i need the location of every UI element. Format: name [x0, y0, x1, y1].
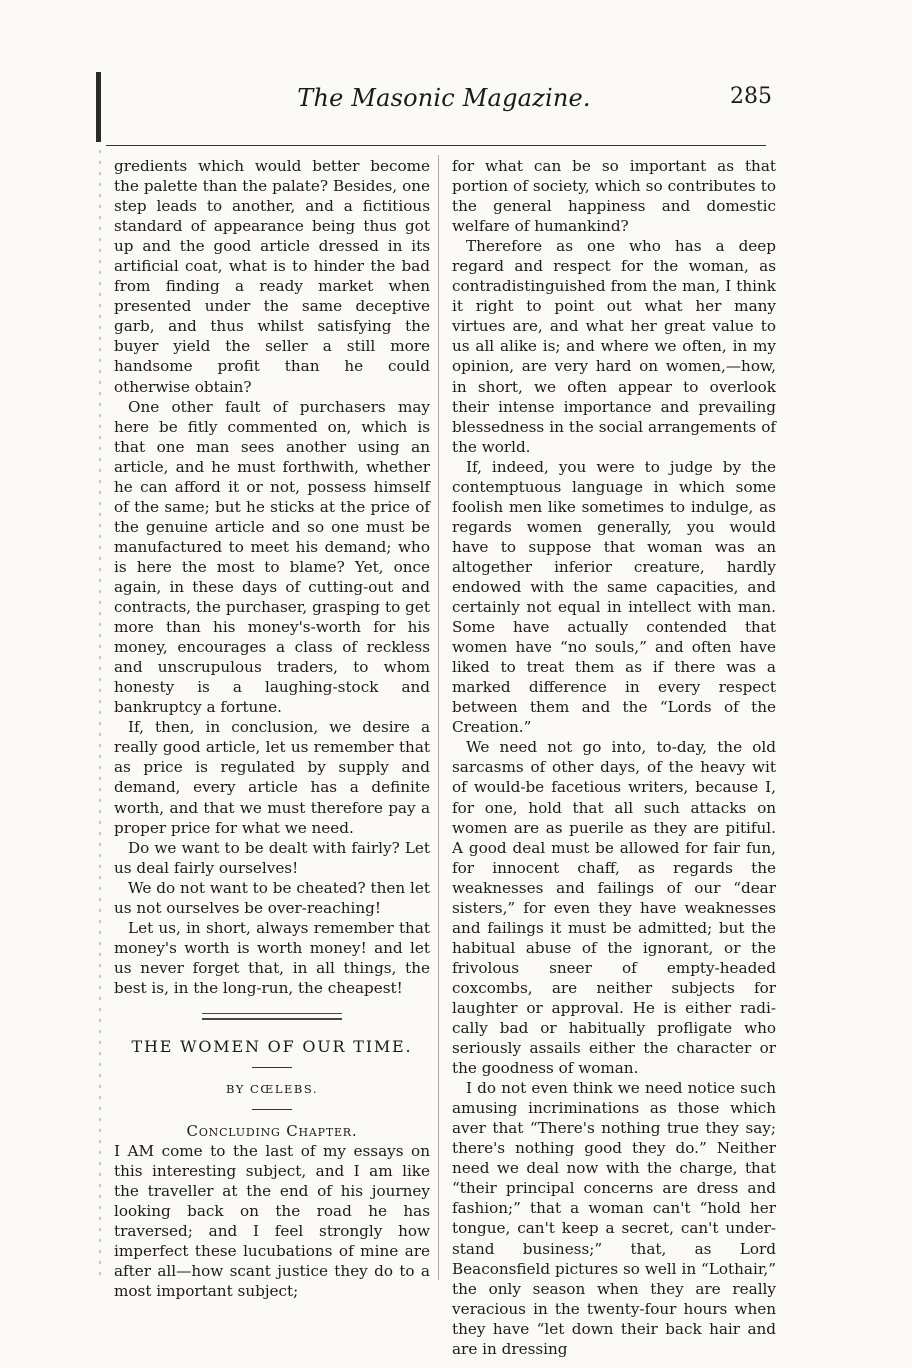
- section-ornament: [202, 1013, 342, 1020]
- paragraph: for what can be so important as that portion of society, which so contributes to the general happiness and domestic welfare of humankind?: [452, 157, 776, 236]
- paragraph: We need not go into, to-day, the old sarcasms of other days, of the heavy wit of would-be facetious writers, because I, for one, hold that all such attacks on women are as puerile as they are pitiful. A good deal must be allowed for fair fun, for innocent chaff, as regards the weaknesses and failings of our “dear sisters,” for even they have weaknesses and failings it must be admitted; but the habitual abuse of the ignorant, or the frivolous sneer of empty-headed coxcombs, are neither subjects for laughter or approval. He is either radically bad or habitually profligate who seriously assails either the character or the goodness of woman.: [452, 738, 776, 1078]
- paragraph: One other fault of purchasers may here be fitly commented on, which is that one man sees another using an article, and he must forthwith, whether he can afford it or not, possess himself of the same; but he sticks at the price of the genuine article and so one must be manufactured to meet his demand; who is here the most to blame? Yet, once again, in these days of cutting-out and contracts, the purchaser, grasping to get more than his money's-worth for his money, encourages a class of reckless and unscrupulous traders, to whom honesty is a laughing-stock and bankruptcy a fortune.: [114, 397, 430, 717]
- paragraph: Do we want to be dealt with fairly? Let us deal fairly ourselves!: [114, 838, 430, 877]
- paragraph: If, indeed, you were to judge by the contemptuous language in which some foolish men like sometimes to indulge, as regards women generally, you would have to suppose that woman was an altogether inferior creature, hardly endowed with the same capacities, and certainly not equal in intellect with man. Some have actually contended that women have “no souls,” and often have liked to treat them as if there was a marked difference in every respect between them and the “Lords of the Creation.”: [452, 457, 776, 737]
- paragraph: Let us, in short, always remember that money's worth is worth money! and let us never forget that, in all things, the best is, in the long-run, the cheapest!: [114, 918, 430, 997]
- title-rule: [252, 1067, 292, 1068]
- magazine-title: The Masonic Magazine.: [297, 84, 591, 112]
- column-divider: [438, 155, 439, 1280]
- article-title: THE WOMEN OF OUR TIME.: [131, 1036, 413, 1056]
- left-column: [114, 156, 430, 1301]
- byline-rule: [252, 1109, 292, 1110]
- paragraph: I AM come to the last of my essays on this interesting subject, and I am like the traveller at the end of his journey looking back on the road he has traversed; and I feel strongly how imperfect these lucubations of mine are after all—how scant justice they do to a most important subject;: [114, 1142, 430, 1301]
- paragraph: gredients which would better become the palette than the palate? Besides, one step leads to another, and a fictitious standard of appearance being thus got up and the good article dressed in its artificial coat, what is to hinder the bad from finding a ready market when presented under the same deceptive garb, and thus whilst satisfying the buyer yield the seller a still more handsome profit than he could otherwise obtain?: [114, 157, 430, 396]
- paragraph: I do not even think we need notice such amusing incriminations as those which aver that “There's nothing true they say; there's nothing good they do.” Neither need we deal now with the charge, that “their principal concerns are dress and fashion;” that a woman can't “hold her tongue, can't keep a secret, can't understand business;” that, as Lord Beaconsfield pictures so well in “Lothair,” the only season when they are really veracious in the twenty-four hours when they have “let down their back hair and are in dressing: [452, 1079, 776, 1358]
- byline: BY CŒLEBS.: [226, 1082, 318, 1097]
- paragraph: Therefore as one who has a deep regard and respect for the woman, as contradistinguished from the man, I think it right to point out what her many virtues are, and what her great value to us all alike is; and where we often, in my opinion, are very hard on women,—how, in short, we often appear to overlook their intense importance and prevailing blessedness in the social arrangements of the world.: [452, 237, 776, 456]
- running-header: [106, 84, 782, 118]
- right-column: [452, 156, 776, 1359]
- binding-mark: [96, 72, 101, 142]
- paragraph: If, then, in conclusion, we desire a really good article, let us remember that as price is regulated by supply and demand, every article has a definite worth, and that we must therefore pay a proper price for what we need.: [114, 718, 430, 837]
- page-number: 285: [730, 84, 772, 109]
- header-rule: [106, 145, 766, 146]
- chapter-heading: Concluding Chapter.: [186, 1122, 358, 1141]
- binding-shadow: [99, 150, 101, 1280]
- paragraph: We do not want to be cheated? then let us not ourselves be over-reaching!: [114, 878, 430, 917]
